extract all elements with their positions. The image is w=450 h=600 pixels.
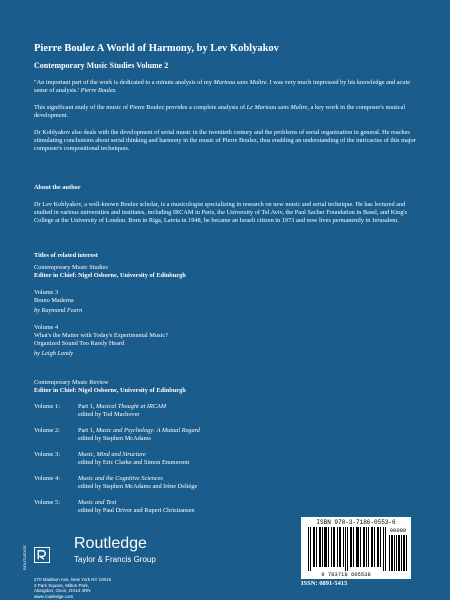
list-item: Volume 4 What's the Matter with Today's Experimental Music? Organized Sound Too Rarely Heard by Leigh Landy <box>34 324 168 357</box>
series-name: Contemporary Music Review <box>34 379 109 386</box>
detail-paragraph: Dr Koblyakov also deals with the development of serial music in the twentieth century and the problems of serial organization in general. He reaches stimulating conclusions about serial thinking and harmony in the music of Pierre Boulez, thus enabling an understanding of the intricacies of this major composer's compositional techniques. <box>34 129 416 152</box>
list-item: Volume 3: Music, Mind and Structure edited by Eric Clarke and Simon Emmerson <box>34 451 190 466</box>
publisher-address: 270 Madison Ave, New York NY 10016 2 Park Square, Milton Park, Abingdon, Oxon, OX14 4RN www.routledge.com <box>34 577 112 599</box>
book-title: Pierre Boulez A World of Harmony, by Lev Koblyakov <box>34 43 279 54</box>
list-item: Volume 3 Bruno Maderna by Raymond Fearn <box>34 289 83 314</box>
publisher-tag: ROUTLEDGE <box>22 545 27 571</box>
summary-paragraph: This significant study of the music of Pierre Boulez provides a complete analysis of Le Marteau sans Maître, a key work in the composer's musical development. <box>34 104 406 119</box>
about-paragraph: Dr Lev Koblyakov, a well-known Boulez scholar, is a musicologist specializing in research on new music and serial technique. He has lectured and studied in various universities and institutes, including IRCAM in Paris, the University of Tel Aviv, the Paul Sacher Foundation in Basel, and King's College at the University of London. Born in Riga, Latvia in 1948, he became an Israeli citizen in 1973 and now lives permanently in Jerusalem. <box>34 201 407 224</box>
related-review <box>34 379 424 515</box>
barcode <box>301 517 411 579</box>
series-editor: Editor in Chief: Nigel Osborne, University of Edinburgh <box>34 272 186 279</box>
related-studies <box>34 264 424 358</box>
about-heading: About the author <box>34 184 81 191</box>
list-item: Volume 2: Part 1, Music and Psychology: A Mutual Regard edited by Stephen McAdams <box>34 427 200 442</box>
publisher-subtitle: Taylor & Francis Group <box>74 555 156 564</box>
related-heading: Titles of related interest <box>34 252 98 259</box>
publisher-logo <box>34 535 174 575</box>
issn-label: ISSN: 0891-5415 <box>301 580 348 587</box>
routledge-logo-icon <box>34 535 50 575</box>
barcode-icon <box>307 527 387 571</box>
isbn-label: ISBN 978-3-7186-0553-6 <box>316 519 396 526</box>
barcode-addon: 90000 <box>389 527 407 534</box>
series-editor: Editor in Chief: Nigel Osborne, University of Edinburgh <box>34 387 186 394</box>
list-item: Volume 4: Music and the Cognitive Sciences edited by Stephen McAdams and Irène Deliège <box>34 475 198 490</box>
barcode-digits: 9 783718 605538 <box>321 571 371 578</box>
series-title: Contemporary Music Studies Volume 2 <box>34 61 169 70</box>
list-item: Volume 5: Music and Text edited by Paul Driver and Rupert Christiansen <box>34 499 195 514</box>
publisher-name: Routledge <box>74 535 147 552</box>
series-name: Contemporary Music Studies <box>34 264 108 271</box>
list-item: Volume 1: Part 1, Musical Thought at IRCAM edited by Tod Machover <box>34 403 167 418</box>
barcode-addon-icon <box>389 535 409 571</box>
quote-paragraph: "An important part of the work is dedicated to a minute analysis of my Marteau sans Maître. I was very much impressed by his knowledge and acute sense of analysis.' Pierre Boulez. <box>34 79 411 94</box>
